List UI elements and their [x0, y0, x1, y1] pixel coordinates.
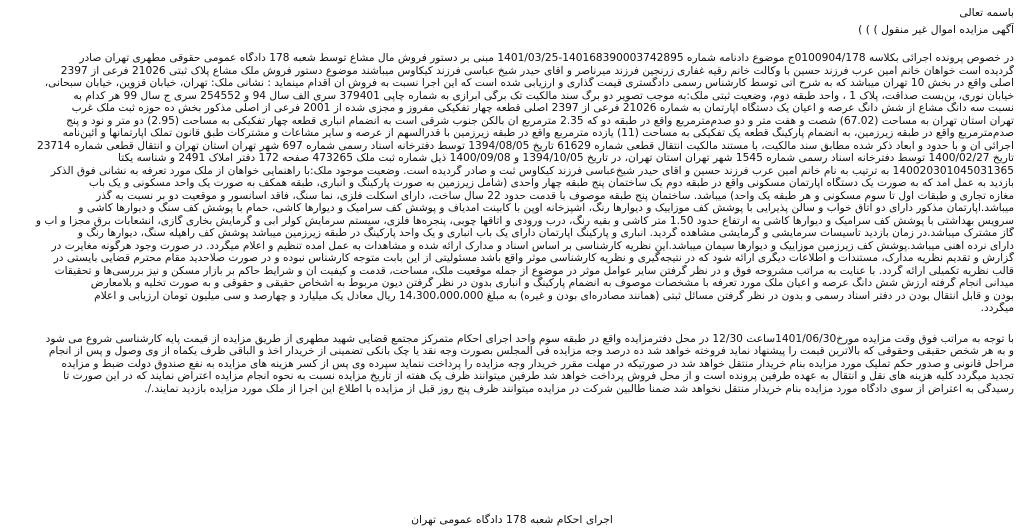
text-line: اصلی واقع در بخش 10 تهران میباشد که به شرح آتی توسط کارشناس رسمی دادگستری قیمت گذاری و ارزیابی شده است که این اجرا نسبت به فروش آن اقدام مینماید : نشانی ملک: تهران، خیابان قزوین، خیابان سبحانی،	[44, 77, 1014, 89]
text-line: تهران استان تهران به مساحت (67.02) شصت و هفت متر و دو صدم‌مترمربع واقع در طبقه دو که 2.35 مترمربع آن بالکن جنوب شرقی است به انضمام انباری قطعه چهار تفکیکی به مساحت (2.95) دو متر و نود و پنج	[66, 114, 1014, 127]
text-line: نسبت سه دانگ مشاع از شش دانگ عرصه و اعیان یک دستگاه آپارتمان به شماره 21026 فرعی از 2397 اصلی قطعه چهار تفکیکی مفروز و مجزی شده از 2001 فرعی از اصلی مذکور بخش ده حوزه ثبت ملک غرب	[71, 102, 1014, 114]
paragraph-auction-terms	[10, 333, 1014, 396]
text-line: در خصوص پرونده اجرائی بکلاسه 0100904/178ج موضوع دادنامه شماره 140168390003742895-1401/03/25 مبنی بر دستور فروش مال مشاع توسط شعبه 178 دادگاه عمومی حقوقی مطهری تهران صادر	[79, 52, 1014, 64]
document-title: باسمه تعالی	[959, 6, 1014, 19]
text-line: و به هر شخص حقیقی وحقوقی که بالاترین قیمت را پیشنهاد نماید فروخته خواهد شد ده درصد وجه مزایده فی المجلس بصورت وجه نقد یا چک بانکی تضمینی از خریدار اخذ و الباقی ظرف یکماه از وی وصول و پس از انجام	[48, 345, 1014, 357]
text-line: گاز مشترک میباشد.در زمان بازدید تاسیسات سرمایشی و گرمایشی مشاهده گردید. انباری و پارکینگ آپارتمان دارای یک باب انباری و یک واحد پارکینگ در طبقه زیرزمین میباشد پوشش کف راهپله سنگ، دیوارها رنگ و	[77, 227, 1014, 239]
text-line: قالب نظریه تکمیلی ارائه گردد. با عنایت به مراتب مشروحه فوق و در نظر گرفتن سایر عوامل موثر در موضوع از جمله موقعیت ملک، مساحت، قدمت و کیفیت آن و شرایط حاکم بر بازار مسکن و نیز بررسی‌ها و تحقیقات	[54, 264, 1014, 277]
text-line: میگردد.	[980, 302, 1014, 314]
text-line: سرویس بهداشتی با پوشش کف سرامیک و دیوارها کاشی به ارتفاع حدود 1.50 متر کاشی و بقیه رنگ، درب ورودی و اتاقها چوبی، پنجره‌ها فلزی، سیستم سرمایش کولر آبی و گرمایش بخاری گازی، انشعابات برق مجزا و آب و	[35, 214, 1014, 227]
text-line: گزارش و تقدیم نظریه مدارک، مستندات و اطلاعات دیگری ارائه شود که در نتیجه‌گیری و نظریه کارشناسی موثر واقع باشد مسئولیتی از این بابت متوجه کارشناس نبوده و در صورت صلاحدید مقام محترم قضایی بایستی در	[53, 252, 1014, 264]
issuer-signature-line: اجرای احکام شعبه 178 دادگاه عمومی تهران	[411, 513, 613, 526]
text-line: گردیده است خواهان خانم آمین عرب فرزند حسین با وکالت خانم رقیه غفاری زرنجین فرزند میرناصر و آقای حیدر شیخ عباسی فرزند کیکاوس میباشند موضوع دستور فروش ملک مشاع پلاک ثبتی 21026 فرعی از 2397	[60, 64, 1014, 77]
text-line: تاریخ 1400/02/27 توسط دفترخانه اسناد رسمی شماره 1545 شهر تهران استان تهران، در تاریخ 1394/10/05 و 1400/09/08 ذیل شماره ثبت ملک 473265 صفحه 172 دفتر املاک 2491 و شناسه یکتا	[118, 152, 1014, 164]
text-line: تجدید میگردد کلیه هزینه های نقل و انتقال به عهده طرفین پرونده است و از محل فروش پرداخت خواهد شد طرفین میتوانند ظرف یک هفته از تاریخ مزایده نسبت به نحوه انجام مزایده اعتراض نمایند که در این صورت تا	[63, 370, 1014, 382]
paragraph-gap	[10, 315, 1014, 333]
text-line: میباشد.آپارتمان مذکور دارای دو اتاق خواب و سالن پذیرایی با پوشش کف موزاییک و دیوارها رنگ، آشپزخانه اوپن با کابینت امدیاف و پوشش کف سرامیک و دیوارها کاشی، حمام با پوشش کف سنگ و دیوارها کاشی و	[78, 202, 1014, 214]
text-line: اجرائی آن و با حدود و ابعاد ذکر شده مطابق سند مالکیت، با مستند مالکیت انتقال قطعی شماره 61629 تاریخ 1394/08/05 توسط دفترخانه اسناد رسمی شماره 697 شهر تهران استان تهران و انتقال قطعی شماره 23714	[36, 139, 1014, 152]
text-line: بودن و قابل انتقال بودن در دفتر اسناد رسمی و بدون در نظر گرفتن مسائل ثبتی (همانند مصادره‌ای بودن و غیره) به مبلغ 14،300،000،000 ریال معادل یک میلیارد و چهارصد و سی میلیون تومان ارزیابی و اعلام	[94, 289, 1014, 302]
text-line: رسیدگی به اعتراض از سوی دادگاه مورد مزایده بنام خریدار منتقل نخواهد شد ضمنا طالبین شرکت در مزایده میتوانند ظرف پنج روز قبل از مزایده با اطلاع این اجرا از ملک مورد مزایده بازدید نمایند./.	[144, 382, 1014, 395]
text-line: مراحل قانونی و صدور حکم تملیک مورد مزایده بنام خریدار منتقل خواهد شد در صورتیکه در مهلت مقرر خریدار وجه مزایده را پرداخت ننماید سپرده وی پس از کسر هزینه های مزایده به نفع صندوق دولت ضبط و مزایده	[61, 357, 1014, 370]
text-line: با توجه به مراتب فوق وقت مزایده مورخ1401/06/30ساعت 12/30 در محل دفترمزایده واقع در طبقه سوم واحد اجرای احکام متمرکز مجتمع قضایی شهید مطهری از طریق مزایده از قیمت پایه کارشناسی شروع می شود	[45, 332, 1014, 345]
text-line: خیابان نوری، بن‌بست صداقت، پلاک 1 ، واحد طبقه دوم، وضعیت ثبتی ملک:به موجب تصویر دو برگ سند مالکیت تک برگی ابرازی به شماره چاپی 379401 سری الف سال 94 و 254552 سری ج سال 99 هر کدام به	[73, 89, 1014, 102]
text-line: صدم‌مترمربع واقع در طبقه زیرزمین، به انضمام پارکینگ قطعه یک تفکیکی به مساحت (11) یازده مترمربع واقع در طبقه زیرزمین با قدرالسهم از عرصه و سایر مشاعات و مشترکات طبق قانون تملک آپارتمانها و آئین‌نامه	[62, 127, 1014, 139]
text-line: 140020301045031365 به ترتیب به نام خانم آمین عرب فرزند حسین و آقای حیدر شیخ‌عباسی فرزند کیکاوس ثبت و صادر گردیده است. وضعیت موجود ملک:با راهنمایی خواهان از ملک مورد تعرفه به نشانی فوق الذکر	[50, 164, 1014, 177]
text-line: دارای نرده آهنی میباشد.پوشش کف زیرزمین موزاییک و دیوارها سیمان میباشد.این نظریه کارشناسی بر اساس اسناد و مدارک ارائه شده و مشاهدات به عمل آمده تنظیم و اعلام میگردد. در صورت وجود هرگونه مغایرت در	[51, 239, 1014, 252]
paragraph-property-description	[10, 52, 1014, 315]
text-line: مغازه تجاری و طبقات اول تا سوم مسکونی و هر طبقه یک واحد) میباشد. ساختمان پنج طبقه موصوف با قدمت حدود 22 سال ساخت، دارای اسکلت فلزی، نما سنگ، فاقد آسانسور و موقعیت دو بر نسبت به گذر	[96, 189, 1014, 202]
document-subtitle: آگهی مزایده اموال غیر منقول ) ) )	[858, 23, 1014, 36]
text-line: بازدید به عمل آمد که به صورت یک دستگاه آپارتمان مسکونی واقع در طبقه دوم یک ساختمان پنج طبقه چهار واحدی (شامل زیرزمین به صورت پارکینگ و انباری، طبقه همکف به صورت یک واحد مسکونی و یک باب	[88, 177, 1014, 189]
text-line: میدانی انجام گرفته ارزش شش دانگ عرصه و اعیان ملک مورد تعرفه با مشخصات موصوف به انضمام پارکینگ و انباری بدون در نظر گرفتن دیون مربوط به اشخاص حقیقی و حقوقی و به صورت تخلیه و بلامعارض	[90, 277, 1014, 289]
